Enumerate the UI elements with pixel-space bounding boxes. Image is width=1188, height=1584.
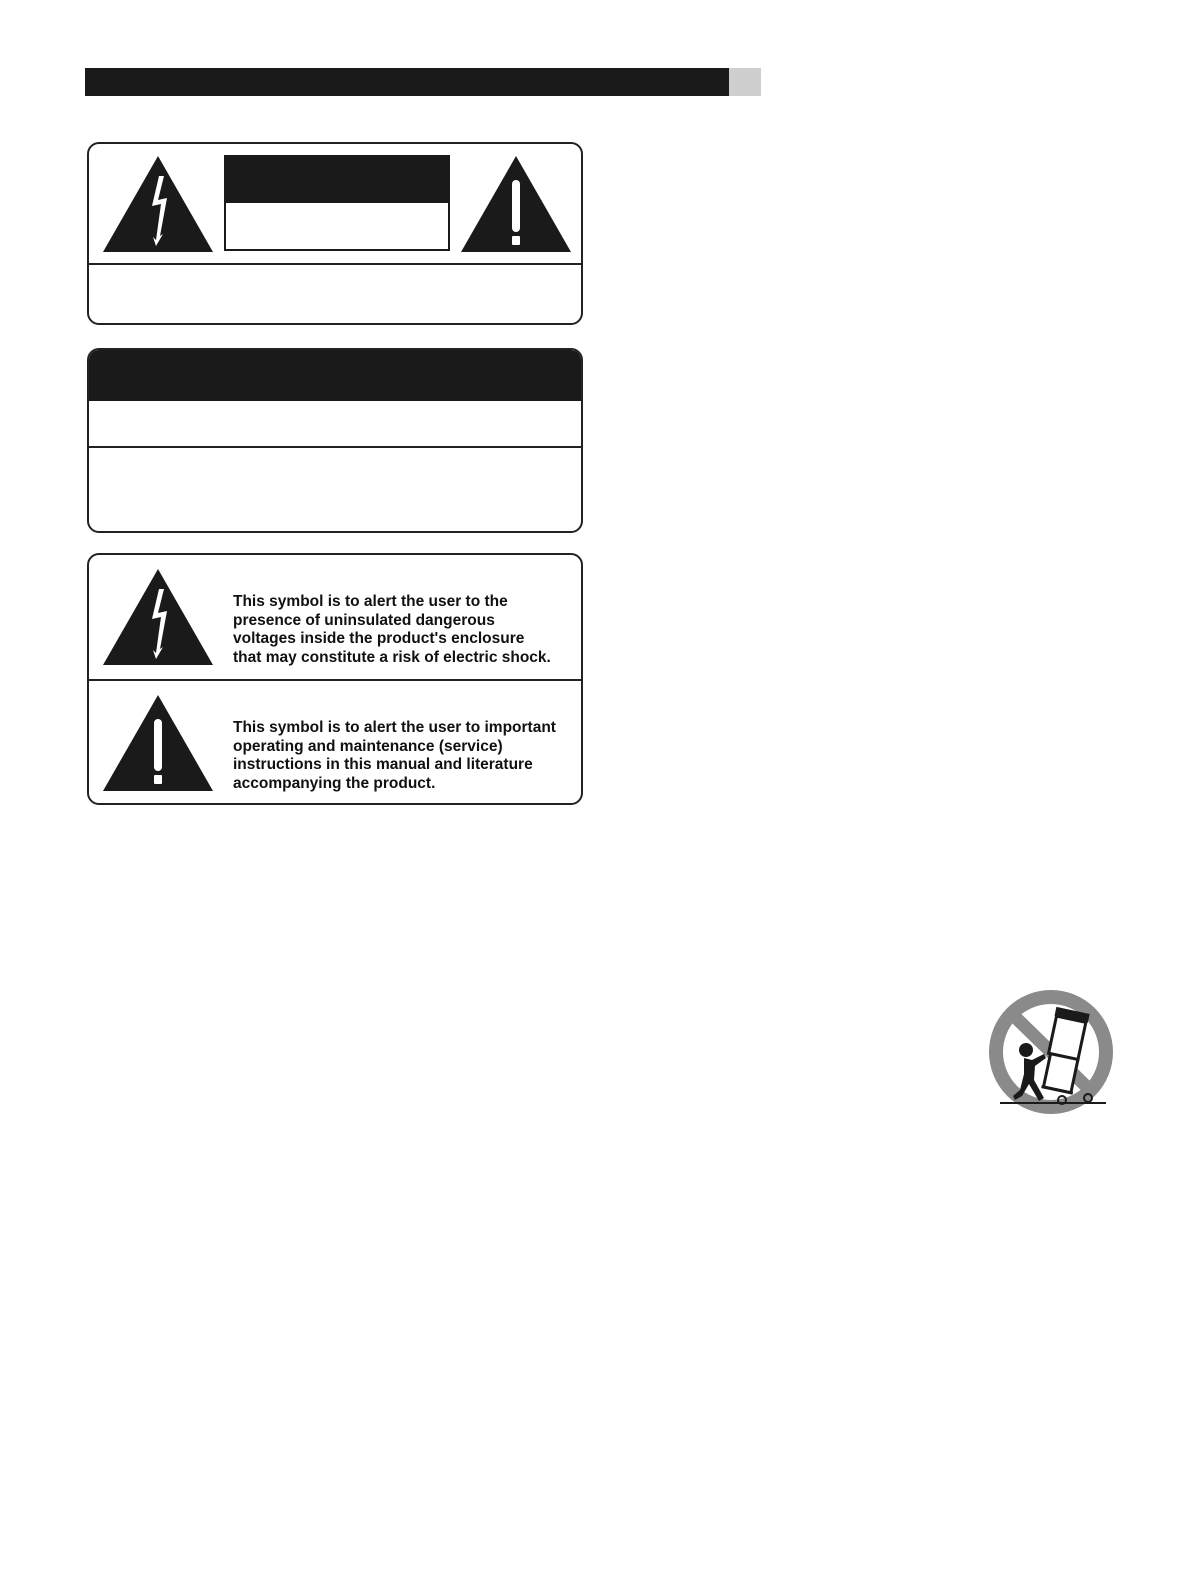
symbol-description-line: This symbol is to alert the user to the [233, 593, 508, 610]
symbol-description-line: operating and maintenance (service) [233, 737, 503, 755]
exclamation-warning-icon [459, 154, 573, 254]
symbol-description-line: voltages inside the product's enclosure [233, 630, 525, 647]
cart-tip-over-warning-icon [988, 990, 1114, 1116]
warning-box [87, 348, 583, 533]
symbol-description-line: accompanying the product. [233, 774, 436, 792]
symbol-description [233, 593, 578, 667]
symbol-description-line: that may constitute a risk of electric shock. [233, 648, 551, 666]
symbol-legend-row [89, 555, 581, 679]
symbol-legend-box [87, 553, 583, 805]
caution-label-header [226, 157, 448, 203]
section-header-tab [729, 68, 761, 96]
symbol-legend-row [89, 681, 581, 805]
caution-box [87, 142, 583, 325]
symbol-description-line: presence of uninsulated dangerous [233, 611, 495, 629]
electric-shock-warning-icon [101, 154, 215, 254]
caution-label [224, 155, 450, 251]
section-header-bar [85, 68, 729, 96]
electric-shock-warning-icon [101, 567, 215, 667]
symbol-description-line: instructions in this manual and literature [233, 756, 533, 773]
symbol-description [233, 719, 578, 793]
symbol-description-line: This symbol is to alert the user to important [233, 719, 556, 736]
warning-box-divider [89, 446, 581, 448]
exclamation-warning-icon [101, 693, 215, 793]
caution-box-divider [89, 263, 581, 265]
warning-box-header [89, 350, 581, 401]
